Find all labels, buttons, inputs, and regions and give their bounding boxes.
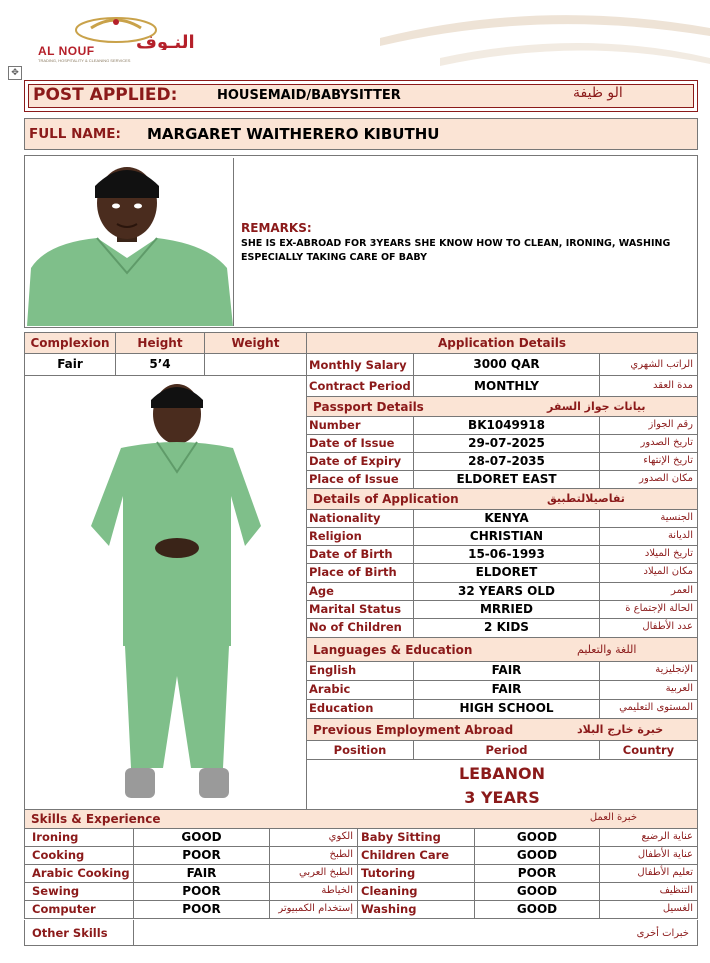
passport-row-label-cell: [307, 471, 414, 489]
language-row-label-cell: [307, 681, 414, 700]
full-name-label: FULL NAME:: [29, 126, 121, 142]
skill-value-cell: [134, 847, 270, 865]
post-applied-arabic: الو ظيفة: [573, 85, 623, 101]
remarks-label: REMARKS:: [241, 221, 312, 235]
language-row-arabic-cell: [600, 700, 698, 719]
full-name-row: [24, 118, 698, 150]
passport-row-arabic-cell: [600, 453, 698, 471]
details-row-arabic-cell: [600, 528, 698, 546]
complexion-value: Fair: [24, 354, 116, 376]
skill-value-cell: [475, 901, 600, 919]
employment-country: LEBANON: [458, 764, 546, 783]
details-row-label: Place of Birth: [309, 565, 397, 579]
other-skills-label-cell: Other Skills: [24, 920, 134, 946]
skill-label-cell: [358, 883, 475, 901]
salary-label-cell: Monthly Salary: [307, 354, 414, 376]
passport-row-label: Date of Expiry: [309, 454, 402, 468]
salary-arabic-cell: الراتب الشهري: [600, 354, 698, 376]
employment-entry: [307, 760, 698, 810]
language-row-value-cell: [414, 700, 600, 719]
header-swoosh: [380, 8, 710, 78]
skill-arabic: الطبخ: [329, 849, 353, 860]
skill-arabic: الطبخ العربي: [299, 867, 353, 878]
skill-arabic-cell: [270, 829, 358, 847]
skill-value-cell: [134, 829, 270, 847]
skill-arabic-cell: [270, 901, 358, 919]
details-row-arabic: الديانة: [667, 530, 693, 541]
language-row-label: Education: [309, 701, 374, 715]
skill-value: POOR: [517, 866, 557, 880]
skill-value: GOOD: [181, 830, 222, 844]
details-row-label-cell: [307, 619, 414, 638]
details-row-arabic-cell: [600, 546, 698, 564]
passport-row-value-cell: [414, 435, 600, 453]
details-row-value: MRRIED: [479, 602, 534, 616]
details-row-value-cell: [414, 546, 600, 564]
skill-arabic: الخياطة: [321, 885, 353, 896]
details-row-arabic: مكان الميلاد: [643, 566, 693, 577]
contract-value-cell: MONTHLY: [414, 376, 600, 397]
skill-arabic-cell: [600, 883, 698, 901]
employment-country-header: Country: [600, 741, 698, 760]
passport-row-value: ELDORET EAST: [456, 472, 557, 486]
post-applied-row: [24, 80, 698, 112]
skills-header: Skills & Experience خبرة العمل: [24, 810, 698, 829]
passport-row-arabic: رقم الجواز: [648, 419, 693, 430]
height-header: Height: [116, 332, 205, 354]
height-value: 5’4: [116, 354, 205, 376]
skill-value-cell: [475, 865, 600, 883]
details-row-value-cell: [414, 564, 600, 583]
skill-value: GOOD: [516, 848, 558, 862]
details-row-label: No of Children: [309, 620, 402, 634]
details-row-arabic-cell: [600, 564, 698, 583]
skill-arabic: التنظيف: [659, 885, 693, 896]
details-row-arabic: الجنسية: [660, 512, 693, 523]
language-row-value: FAIR: [491, 682, 522, 696]
passport-row-label: Place of Issue: [309, 472, 399, 486]
skill-label-cell: [358, 865, 475, 883]
skill-label-cell: [24, 847, 134, 865]
weight-value: [205, 354, 307, 376]
language-row-arabic-cell: [600, 662, 698, 681]
details-row-label: Religion: [309, 529, 362, 543]
photo-remarks-row: [24, 155, 698, 328]
details-row-label-cell: [307, 583, 414, 601]
details-row-label: Marital Status: [309, 602, 402, 616]
skill-arabic: تعليم الأطفال: [637, 867, 693, 878]
skill-label: Ironing: [32, 830, 79, 844]
skill-arabic-cell: [600, 829, 698, 847]
skill-arabic: إستخدام الكمبيوتر: [278, 903, 353, 914]
details-row-value-cell: [414, 601, 600, 619]
skill-value: POOR: [182, 902, 221, 916]
skill-label-cell: [358, 901, 475, 919]
salary-value-cell: 3000 QAR: [414, 354, 600, 376]
skill-label: Sewing: [32, 884, 80, 898]
language-row-label-cell: [307, 700, 414, 719]
skill-label-cell: [358, 847, 475, 865]
skill-value-cell: [134, 865, 270, 883]
skill-value-cell: [134, 901, 270, 919]
application-details-header: Application Details: [307, 332, 698, 354]
languages-header: Languages & Education اللغة والتعليم: [307, 638, 698, 662]
details-row-arabic-cell: [600, 510, 698, 528]
details-row-value: ELDORET: [475, 565, 538, 579]
skill-label: Baby Sitting: [361, 830, 441, 844]
contract-label-cell: Contract Period: [307, 376, 414, 397]
employment-position-header: Position: [307, 741, 414, 760]
details-row-value: CHRISTIAN: [469, 529, 544, 543]
skill-arabic-cell: [600, 847, 698, 865]
skill-value: POOR: [182, 884, 221, 898]
skill-value-cell: [475, 883, 600, 901]
details-row-arabic-cell: [600, 619, 698, 638]
passport-row-label: Date of Issue: [309, 436, 395, 450]
details-row-arabic: عدد الأطفال: [642, 621, 693, 632]
details-row-label: Date of Birth: [309, 547, 393, 561]
passport-row-label-cell: [307, 435, 414, 453]
passport-row-value: 29-07-2025: [468, 436, 545, 450]
skill-value-cell: [475, 829, 600, 847]
skill-label: Children Care: [361, 848, 450, 862]
passport-row-label-cell: [307, 453, 414, 471]
skill-value: GOOD: [516, 884, 558, 898]
skill-arabic-cell: [600, 901, 698, 919]
employment-period: 3 YEARS: [464, 788, 540, 807]
skill-arabic: عناية الرضيع: [641, 831, 693, 842]
details-row-value: 2 KIDS: [484, 620, 529, 634]
skill-value-cell: [475, 847, 600, 865]
skill-label: Cooking: [32, 848, 85, 862]
skill-arabic-cell: [270, 883, 358, 901]
details-row-label-cell: [307, 528, 414, 546]
details-row-label: Nationality: [309, 511, 381, 525]
skill-label: Arabic Cooking: [32, 866, 130, 880]
skill-label-cell: [24, 901, 134, 919]
details-row-arabic: العمر: [671, 585, 693, 596]
passport-row-value: 28-07-2035: [468, 454, 545, 468]
passport-row-value: BK1049918: [468, 418, 545, 432]
skill-value: POOR: [182, 848, 221, 862]
skill-arabic-cell: [600, 865, 698, 883]
skill-label-cell: [24, 883, 134, 901]
language-row-label: English: [309, 663, 357, 677]
language-row-arabic: العربية: [665, 683, 693, 694]
skill-value: GOOD: [516, 830, 558, 844]
skill-label: Tutoring: [361, 866, 416, 880]
skill-arabic: الكوي: [328, 831, 353, 842]
details-row-arabic-cell: [600, 583, 698, 601]
details-header: Details of Application تفاصيلالتطبيق: [307, 489, 698, 510]
passport-row-value-cell: [414, 417, 600, 435]
language-row-value-cell: [414, 681, 600, 700]
full-body-photo: [24, 376, 307, 810]
skill-label: Washing: [361, 902, 417, 916]
details-row-value-cell: [414, 583, 600, 601]
remarks-line-2: ESPECIALLY TAKING CARE OF BABY: [241, 252, 428, 263]
skill-arabic: الغسيل: [662, 903, 693, 914]
weight-header: Weight: [205, 332, 307, 354]
language-row-value-cell: [414, 662, 600, 681]
skill-value: GOOD: [516, 902, 558, 916]
skill-arabic: عناية الأطفال: [637, 849, 693, 860]
details-row-value: KENYA: [484, 511, 529, 525]
details-row-value: 15-06-1993: [468, 547, 545, 561]
skill-label: Computer: [32, 902, 96, 916]
skill-label-cell: [24, 865, 134, 883]
logo-name: AL NOUF: [38, 44, 95, 58]
skill-value: FAIR: [186, 866, 217, 880]
details-row-arabic: تاريخ الميلاد: [644, 548, 693, 559]
details-row-label-cell: [307, 510, 414, 528]
details-row-label-cell: [307, 564, 414, 583]
details-row-arabic: الحالة الإجتماع ة: [625, 603, 693, 614]
language-row-arabic-cell: [600, 681, 698, 700]
portrait-photo: [27, 158, 234, 326]
post-applied-value: HOUSEMAID/BABYSITTER: [217, 88, 401, 103]
details-row-value-cell: [414, 510, 600, 528]
details-row-arabic-cell: [600, 601, 698, 619]
language-row-value: FAIR: [491, 663, 522, 677]
passport-row-arabic-cell: [600, 417, 698, 435]
passport-row-arabic-cell: [600, 471, 698, 489]
passport-row-value-cell: [414, 471, 600, 489]
details-row-value-cell: [414, 528, 600, 546]
language-row-arabic: الإنجليزية: [655, 664, 693, 675]
skill-label-cell: [358, 829, 475, 847]
table-move-handle[interactable]: ✥: [8, 66, 22, 80]
other-skills-value-cell: خبرات أخرى: [134, 920, 698, 946]
passport-row-arabic: تاريخ الصدور: [640, 437, 693, 448]
contract-arabic-cell: مدة العقد: [600, 376, 698, 397]
language-row-label: Arabic: [309, 682, 351, 696]
passport-row-arabic: تاريخ الإنتهاء: [643, 455, 693, 466]
language-row-label-cell: [307, 662, 414, 681]
details-row-value: 32 YEARS OLD: [458, 584, 555, 598]
passport-header: Passport Details بيانات جواز السفر: [307, 397, 698, 417]
remarks-line-1: SHE IS EX-ABROAD FOR 3YEARS SHE KNOW HOW TO CLEAN, IRONING, WASHING: [241, 238, 671, 249]
details-row-label-cell: [307, 546, 414, 564]
logo-tagline: TRADING, HOSPITALITY & CLEANING SERVICES: [38, 58, 131, 63]
passport-row-arabic: مكان الصدور: [639, 473, 693, 484]
post-applied-label: POST APPLIED:: [33, 85, 178, 105]
passport-row-label: Number: [309, 418, 361, 432]
full-name-value: MARGARET WAITHERERO KIBUTHU: [147, 125, 440, 143]
skill-arabic-cell: [270, 847, 358, 865]
logo-arabic: النـوف: [136, 32, 195, 50]
details-row-label: Age: [309, 584, 334, 598]
passport-row-value-cell: [414, 453, 600, 471]
language-row-arabic: المستوى التعليمي: [619, 702, 693, 713]
details-row-label-cell: [307, 601, 414, 619]
passport-row-arabic-cell: [600, 435, 698, 453]
employment-header: Previous Employment Abroad خبرة خارج البلاد: [307, 719, 698, 741]
language-row-value: HIGH SCHOOL: [459, 701, 554, 715]
complexion-header: Complexion: [24, 332, 116, 354]
skill-label: Cleaning: [361, 884, 418, 898]
skill-arabic-cell: [270, 865, 358, 883]
skill-value-cell: [134, 883, 270, 901]
skill-label-cell: [24, 829, 134, 847]
employment-period-header: Period: [414, 741, 600, 760]
details-row-value-cell: [414, 619, 600, 638]
passport-row-label-cell: [307, 417, 414, 435]
